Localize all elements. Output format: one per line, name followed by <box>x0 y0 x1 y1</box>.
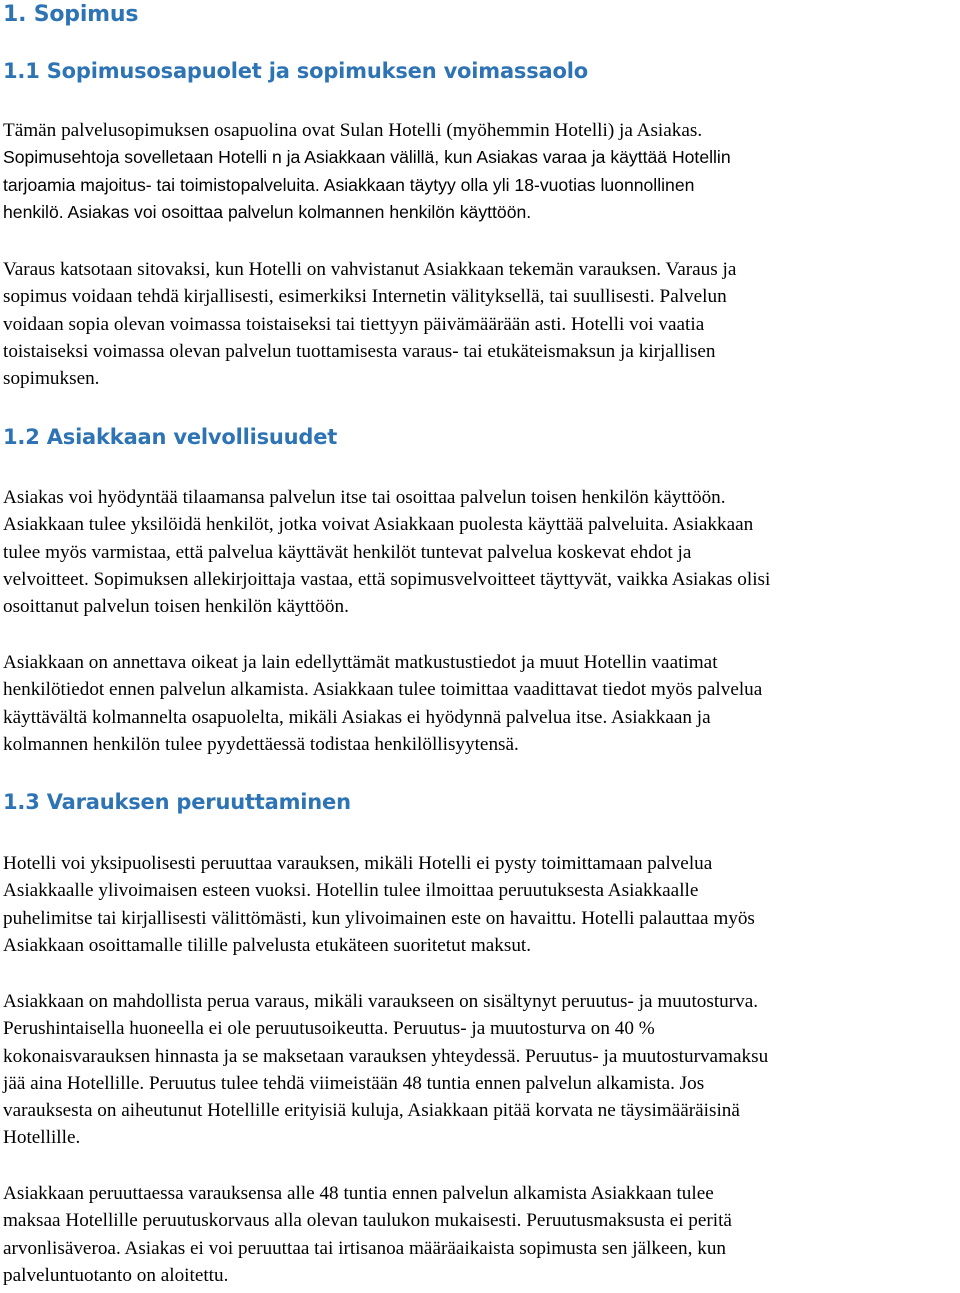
text-line: palveluntuotanto on aloitettu. <box>3 1264 229 1286</box>
text-line: varauksesta on aiheutunut Hotellille erityisiä kuluja, Asiakkaan pitää korvata ne täysimääräisinä <box>3 1100 740 1122</box>
text-line: tarjoamia majoitus- tai toimistopalveluita. Asiakkaan täytyy olla yli 18-vuotias luonnollinen <box>3 174 695 195</box>
text-line: maksaa Hotellille peruutuskorvaus alla olevan taulukon mukaisesti. Peruutusmaksusta ei peritä <box>3 1210 732 1232</box>
text-line: Hotellille. <box>3 1127 81 1149</box>
text-line: Asiakkaan on annettava oikeat ja lain edellyttämät matkustustiedot ja muut Hotellin vaatimat <box>3 652 718 673</box>
text-line: Varaus katsotaan sitovaksi, kun Hotelli on vahvistanut Asiakkaan tekemän varauksen. Varaus ja <box>3 259 737 280</box>
text-line: Asiakkaan tulee yksilöidä henkilöt, jotka voivat Asiakkaan puolesta käyttää palveluita. Asiakkaan <box>3 514 754 536</box>
text-line: sopimuksen. <box>3 368 100 390</box>
text-line: kolmannen henkilön tulee pyydettäessä todistaa henkilöllisyytensä. <box>3 733 519 755</box>
text-line: osoittanut palvelun toisen henkilön käyttöön. <box>3 596 349 618</box>
text-line: Asiakkaan osoittamalle tilille palvelusta etukäteen suoritetut maksut. <box>3 934 532 956</box>
text-line: Asiakkaan on mahdollista perua varaus, mikäli varaukseen on sisältynyt peruutus- ja muutosturva. <box>3 991 759 1012</box>
text-line: Perushintaisella huoneella ei ole peruutusoikeutta. Peruutus- ja muutosturva on 40 % <box>3 1018 655 1040</box>
section-1-1-paragraph-2 <box>3 256 736 392</box>
text-line: Asiakkaalle ylivoimaisen esteen vuoksi. Hotellin tulee ilmoittaa peruutuksesta Asiakkaalle <box>3 880 699 902</box>
text-line: tulee myös varmistaa, että palvelua käyttävät henkilöt tuntevat palvelua koskevat ehdot ja <box>3 541 692 563</box>
text-line: voidaan sopia olevan voimassa toistaiseksi tai tiettyyn päivämäärään asti. Hotelli voi vaatia <box>3 313 705 335</box>
text-line: Sopimusehtoja sovelletaan Hotelli n ja Asiakkaan välillä, kun Asiakas varaa ja käyttää Hotellin <box>3 147 731 168</box>
main-heading: 1. Sopimus <box>3 2 139 27</box>
text-line: velvoitteet. Sopimuksen allekirjoittaja vastaa, että sopimusvelvoitteet täyttyvät, vaikka Asiakas olisi <box>3 568 771 590</box>
section-heading-1-1: 1.1 Sopimusosapuolet ja sopimuksen voimassaolo <box>3 59 588 83</box>
text-line: jää aina Hotellille. Peruutus tulee tehdä viimeistään 48 tuntia ennen palvelun alkamista. Jos <box>3 1072 705 1094</box>
text-line: Asiakkaan peruuttaessa varauksensa alle 48 tuntia ennen palvelun alkamista Asiakkaan tulee <box>3 1183 714 1204</box>
section-heading-1-3: 1.3 Varauksen peruuttaminen <box>3 790 351 814</box>
text-line: henkilö. Asiakas voi osoittaa palvelun kolmannen henkilön käyttöön. <box>3 201 532 222</box>
section-1-3-paragraph-1 <box>3 850 755 959</box>
text-line: käyttävältä kolmannelta osapuolelta, mikäli Asiakas ei hyödynnä palvelua itse. Asiakkaan ja <box>3 706 711 728</box>
section-1-3-paragraph-3 <box>3 1180 732 1289</box>
section-heading-1-2: 1.2 Asiakkaan velvollisuudet <box>3 425 338 449</box>
section-1-1-paragraph-1 <box>3 117 731 226</box>
text-line: puhelimitse tai kirjallisesti välittömästi, kun ylivoimainen este on havaittu. Hotelli palauttaa myös <box>3 907 755 929</box>
text-line: kokonaisvarauksen hinnasta ja se maksetaan varauksen yhteydessä. Peruutus- ja muutosturvamaksu <box>3 1045 769 1067</box>
text-line: toistaiseksi voimassa olevan palvelun tuottamisesta varaus- tai etukäteismaksun ja kirjallisen <box>3 340 716 362</box>
section-1-3-paragraph-2 <box>3 988 768 1152</box>
section-1-2-paragraph-1 <box>3 484 770 620</box>
text-line: Asiakas voi hyödyntää tilaamansa palvelun itse tai osoittaa palvelun toisen henkilön käyttöön. <box>3 487 726 508</box>
text-line: Tämän palvelusopimuksen osapuolina ovat Sulan Hotelli (myöhemmin Hotelli) ja Asiakas. <box>3 120 703 141</box>
text-line: arvonlisäveroa. Asiakas ei voi peruuttaa tai irtisanoa määräaikaista sopimusta sen jälkeen, kun <box>3 1237 727 1259</box>
text-line: Hotelli voi yksipuolisesti peruuttaa varauksen, mikäli Hotelli ei pysty toimittamaan palvelua <box>3 853 713 874</box>
section-1-2-paragraph-2 <box>3 649 762 758</box>
text-line: sopimus voidaan tehdä kirjallisesti, esimerkiksi Internetin välityksellä, tai suullisesti. Palvelun <box>3 286 727 308</box>
text-line: henkilötiedot ennen palvelun alkamista. Asiakkaan tulee toimittaa vaadittavat tiedot myös palvelua <box>3 679 763 701</box>
